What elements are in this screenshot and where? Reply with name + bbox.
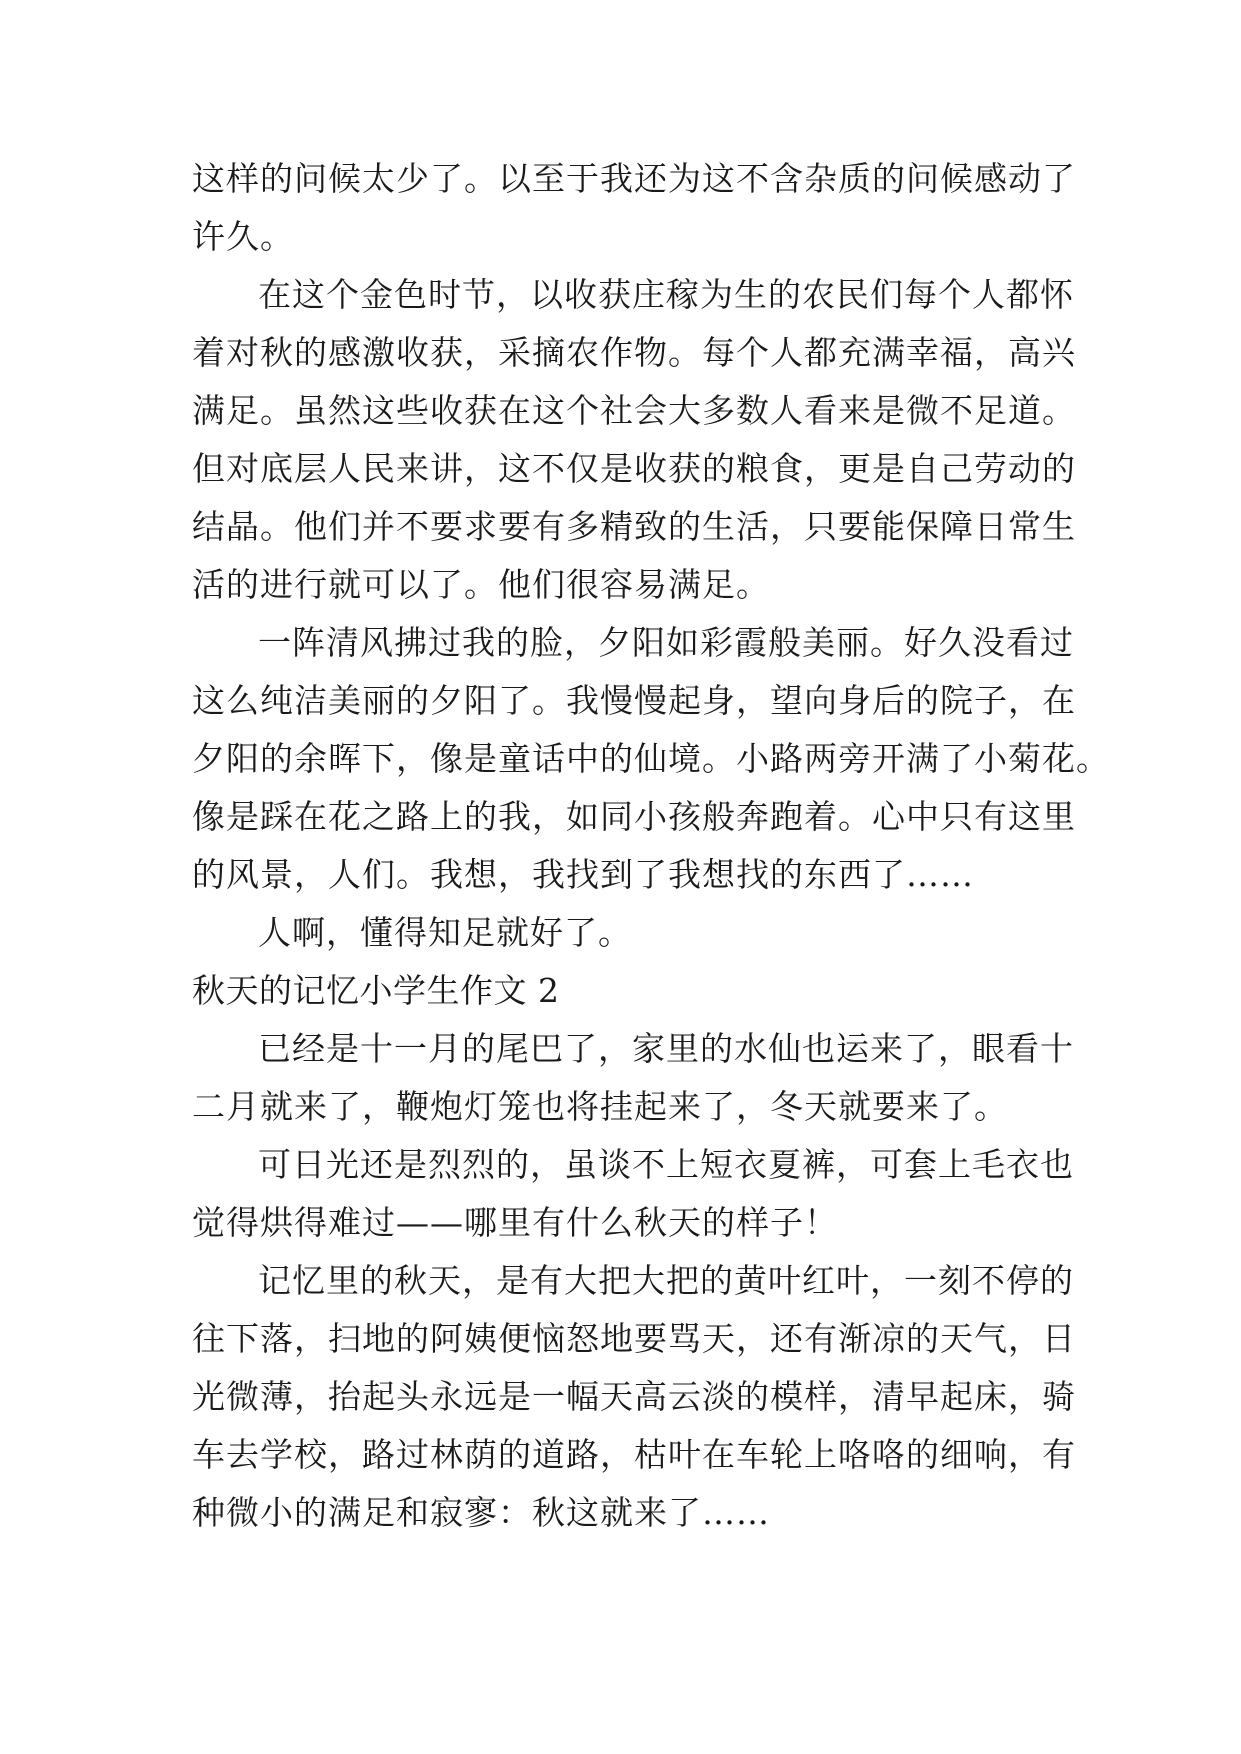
paragraph-start-line: 已经是十一月的尾巴了，家里的水仙也运来了，眼看十 bbox=[258, 1029, 1074, 1068]
paragraph-start-line: 一阵清风拂过我的脸，夕阳如彩霞般美丽。好久没看过 bbox=[258, 623, 1074, 662]
text-line: 但对底层人民来讲，这不仅是收获的粮食，更是自己劳动的 bbox=[192, 449, 1076, 488]
paragraph-start-line: 可日光还是烈烈的，虽谈不上短衣夏裤，可套上毛衣也 bbox=[258, 1145, 1074, 1184]
section-heading: 秋天的记忆小学生作文 2 bbox=[192, 971, 560, 1010]
paragraph-start-line: 在这个金色时节，以收获庄稼为生的农民们每个人都怀 bbox=[258, 275, 1074, 314]
text-line: 像是踩在花之路上的我，如同小孩般奔跑着。心中只有这里 bbox=[192, 797, 1076, 836]
text-line: 往下落，扫地的阿姨便恼怒地要骂天，还有渐凉的天气，日 bbox=[192, 1319, 1076, 1358]
paragraph-start-line: 人啊，懂得知足就好了。 bbox=[258, 913, 632, 952]
text-line: 满足。虽然这些收获在这个社会大多数人看来是微不足道。 bbox=[192, 391, 1076, 430]
text-line: 车去学校，路过林荫的道路，枯叶在车轮上咯咯的细响，有 bbox=[192, 1435, 1076, 1474]
essay-body bbox=[192, 150, 1110, 1542]
text-line: 夕阳的余晖下，像是童话中的仙境。小路两旁开满了小菊花。 bbox=[192, 739, 1110, 778]
paragraph-start-line: 记忆里的秋天，是有大把大把的黄叶红叶，一刻不停的 bbox=[258, 1261, 1074, 1300]
text-line: 觉得烘得难过——哪里有什么秋天的样子！ bbox=[192, 1203, 838, 1242]
text-line: 种微小的满足和寂寥：秋这就来了…… bbox=[192, 1493, 770, 1532]
text-line: 的风景，人们。我想，我找到了我想找的东西了…… bbox=[192, 855, 974, 894]
text-line: 着对秋的感激收获，采摘农作物。每个人都充满幸福，高兴 bbox=[192, 333, 1076, 372]
text-line: 许久。 bbox=[192, 217, 294, 256]
text-line: 光微薄，抬起头永远是一幅天高云淡的模样，清早起床，骑 bbox=[192, 1377, 1076, 1416]
text-line: 这么纯洁美丽的夕阳了。我慢慢起身，望向身后的院子，在 bbox=[192, 681, 1076, 720]
text-line: 活的进行就可以了。他们很容易满足。 bbox=[192, 565, 770, 604]
text-line: 结晶。他们并不要求要有多精致的生活，只要能保障日常生 bbox=[192, 507, 1076, 546]
text-line: 二月就来了，鞭炮灯笼也将挂起来了，冬天就要来了。 bbox=[192, 1087, 1008, 1126]
text-line: 这样的问候太少了。以至于我还为这不含杂质的问候感动了 bbox=[192, 159, 1076, 198]
